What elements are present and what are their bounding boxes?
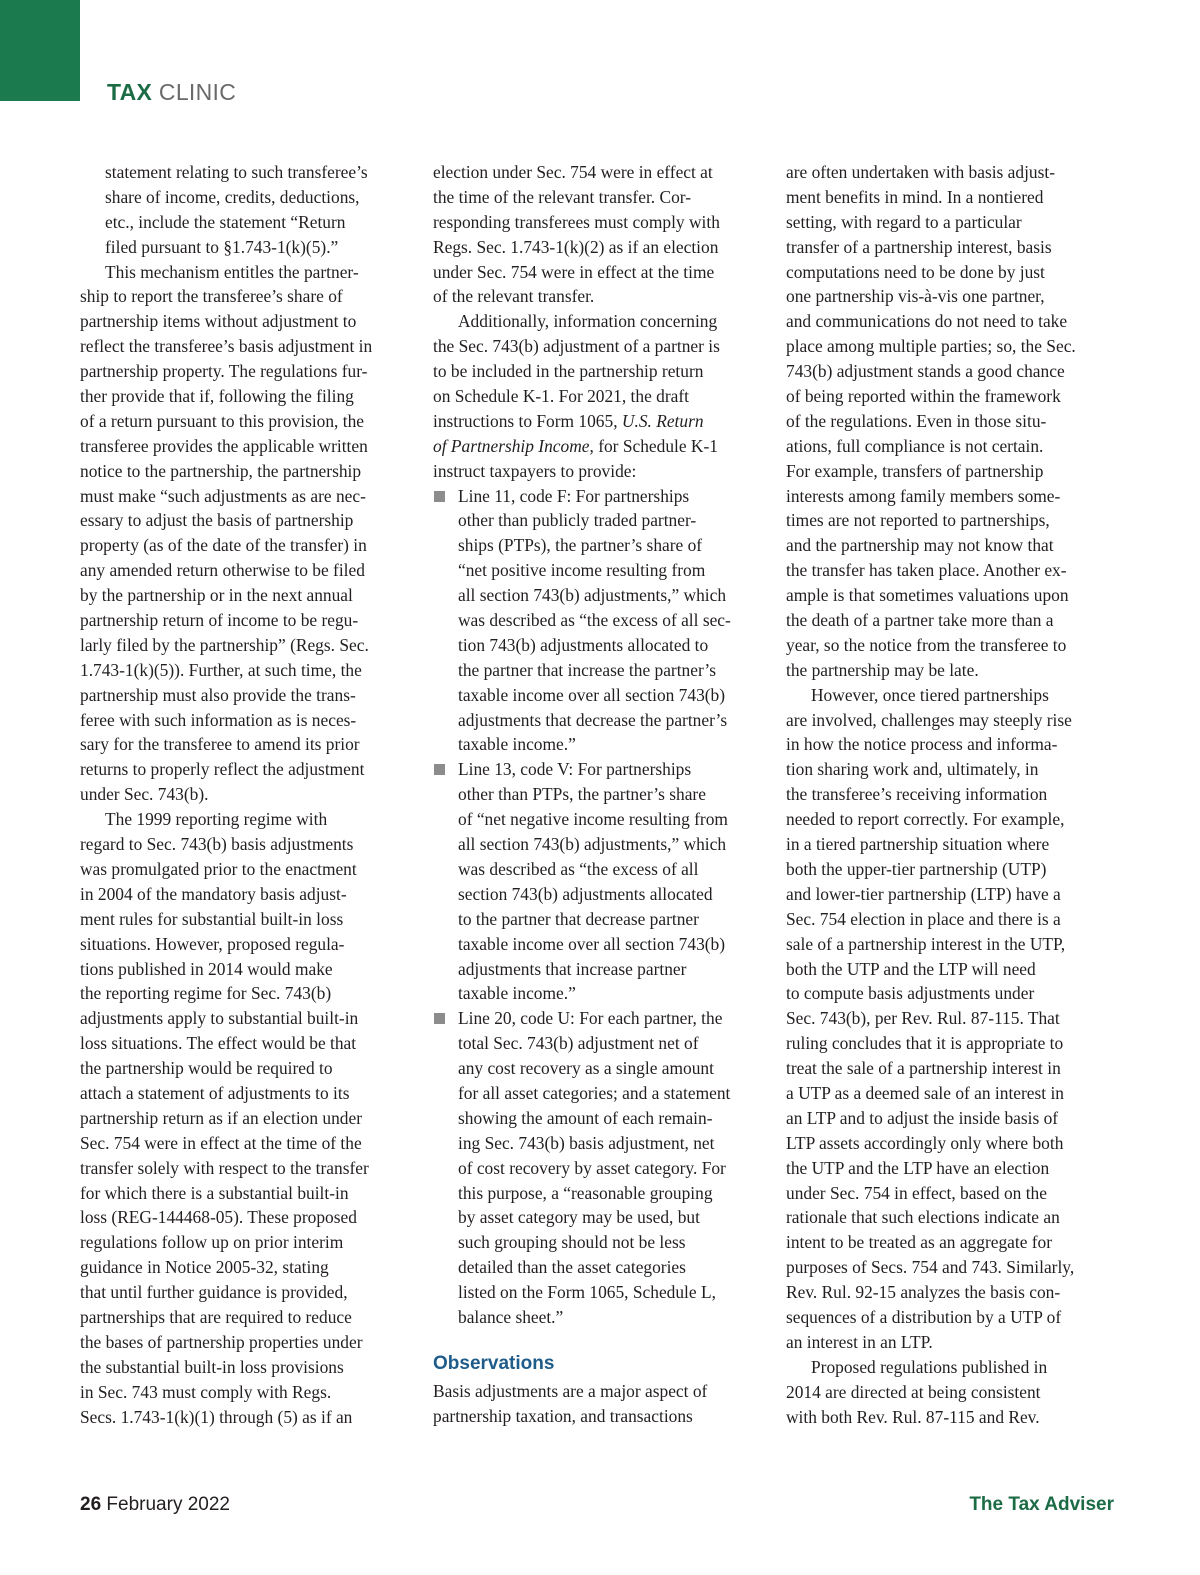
text-line: was described as “the excess of all sec- <box>458 610 731 631</box>
text-line: one partnership vis-à-vis one partner, <box>786 286 1045 307</box>
text-fragment: instructions to Form 1065, <box>433 410 618 431</box>
text-line: Regs. Sec. 1.743-1(k)(2) as if an election <box>433 236 719 257</box>
text-line: this purpose, a “reasonable grouping <box>458 1182 713 1203</box>
text-line: ment benefits in mind. In a nontiered <box>786 186 1044 207</box>
text-line: property (as of the date of the transfer) in <box>80 535 367 556</box>
text-line: For example, transfers of partnership <box>786 460 1044 481</box>
text-line: ruling concludes that it is appropriate to <box>786 1033 1064 1054</box>
text-line: in Sec. 743 must comply with Regs. <box>80 1381 332 1402</box>
text-line: Sec. 754 were in effect at the time of the <box>80 1132 362 1153</box>
text-line: the bases of partnership properties under <box>80 1331 363 1352</box>
text-line: other than publicly traded partner- <box>458 510 697 531</box>
text-line: any cost recovery as a single amount <box>458 1058 714 1079</box>
text-line: that until further guidance is provided, <box>80 1282 348 1303</box>
text-line: showing the amount of each remain- <box>458 1107 713 1128</box>
text-line: in a tiered partnership situation where <box>786 834 1050 855</box>
text-line: computations need to be done by just <box>786 261 1045 282</box>
text-line: by the partnership or in the next annual <box>80 585 353 606</box>
text-line: the partnership would be required to <box>80 1058 333 1079</box>
text-line: the partnership may be late. <box>786 659 979 680</box>
text-line: with both Rev. Rul. 87-115 and Rev. <box>786 1406 1040 1427</box>
text-line: and the partnership may not know that <box>786 535 1054 556</box>
text-line: such grouping should not be less <box>458 1232 686 1253</box>
text-line: reflect the transferee’s basis adjustment in <box>80 336 373 357</box>
text-line: essary to adjust the basis of partnership <box>80 510 354 531</box>
text-line: the time of the relevant transfer. Cor- <box>433 186 691 207</box>
text-line: the UTP and the LTP have an election <box>786 1157 1050 1178</box>
text-line: The 1999 reporting regime with <box>105 809 328 830</box>
text-line: partnership property. The regulations fur- <box>80 361 368 382</box>
text-line: tion sharing work and, ultimately, in <box>786 759 1039 780</box>
square-bullet-icon <box>434 1013 445 1024</box>
text-line: However, once tiered partnerships <box>811 684 1049 705</box>
text-line: of “net negative income resulting from <box>458 809 728 830</box>
text-line: other than PTPs, the partner’s share <box>458 784 706 805</box>
text-line: election under Sec. 754 were in effect at <box>433 162 713 182</box>
text-line: ships (PTPs), the partner’s share of <box>458 535 703 556</box>
text-line: and lower-tier partnership (LTP) have a <box>786 883 1061 904</box>
text-line: taxable income over all section 743(b) <box>458 684 726 705</box>
page-number: 26 <box>80 1494 102 1515</box>
footer-folio <box>80 1494 230 1516</box>
text-line: interests among family members some- <box>786 485 1061 506</box>
text-line: of the relevant transfer. <box>433 286 595 307</box>
text-line: under Sec. 754 were in effect at the time <box>433 261 715 282</box>
text-line: notice to the partnership, the partnership <box>80 460 362 481</box>
text-line: partnership items without adjustment to <box>80 311 357 332</box>
text-line: filed pursuant to §1.743-1(k)(5).” <box>105 236 339 257</box>
text-line: setting, with regard to a particular <box>786 211 1022 232</box>
text-line: partnership taxation, and transactions <box>433 1405 693 1426</box>
text-line: instruct taxpayers to provide: <box>433 460 637 481</box>
text-fragment: , for Schedule K-1 <box>589 435 718 456</box>
text-line: Rev. Rul. 92-15 analyzes the basis con- <box>786 1282 1061 1303</box>
text-column-3 <box>786 160 1118 1429</box>
text-line: the partner that increase the partner’s <box>458 659 716 680</box>
text-line: and communications do not need to take <box>786 311 1068 332</box>
observations-heading: Observations <box>433 1352 555 1374</box>
text-line: Proposed regulations published in <box>811 1356 1048 1377</box>
text-line: of a return pursuant to this provision, the <box>80 410 364 431</box>
text-line: partnership return as if an election under <box>80 1107 363 1128</box>
text-line: in how the notice process and informa- <box>786 734 1058 755</box>
text-line: tions published in 2014 would make <box>80 958 333 979</box>
text-line: by asset category may be used, but <box>458 1207 700 1228</box>
text-line: on Schedule K-1. For 2021, the draft <box>433 386 689 407</box>
text-line: feree with such information as is neces- <box>80 709 357 730</box>
text-line: the reporting regime for Sec. 743(b) <box>80 983 332 1004</box>
text-line: regulations follow up on prior interim <box>80 1232 344 1253</box>
text-line: partnership return of income to be regu- <box>80 610 359 631</box>
text-column-1 <box>80 160 408 1429</box>
section-label-bold: TAX <box>107 79 153 105</box>
text-line: was promulgated prior to the enactment <box>80 858 357 879</box>
text-line: taxable income.” <box>458 734 576 755</box>
section-color-tab <box>0 0 80 101</box>
publication-name: The Tax Adviser <box>969 1494 1114 1515</box>
text-line <box>433 409 763 434</box>
text-line: ing Sec. 743(b) basis adjustment, net <box>458 1132 715 1153</box>
text-line: for which there is a substantial built-in <box>80 1182 349 1203</box>
text-line: the transferee’s receiving information <box>786 784 1048 805</box>
text-line: purposes of Secs. 754 and 743. Similarly, <box>786 1257 1075 1278</box>
section-label-light: CLINIC <box>158 79 237 105</box>
bullet-item-line-20 <box>433 1006 763 1330</box>
text-line: ship to report the transferee’s share of <box>80 286 343 307</box>
text-line: to be included in the partnership return <box>433 361 704 382</box>
text-line: 1.743-1(k)(5)). Further, at such time, the <box>80 659 362 680</box>
text-line: transfer solely with respect to the transfer <box>80 1157 369 1178</box>
text-line: treat the sale of a partnership interest in <box>786 1058 1061 1079</box>
text-line: year, so the notice from the transferee to <box>786 634 1067 655</box>
text-line: This mechanism entitles the partner- <box>105 261 359 282</box>
text-line: Line 13, code V: For partnerships <box>458 759 692 780</box>
text-line: of cost recovery by asset category. For <box>458 1157 726 1178</box>
text-line: returns to properly reflect the adjustment <box>80 759 365 780</box>
text-line: guidance in Notice 2005-32, stating <box>80 1257 329 1278</box>
text-line: intent to be treated as an aggregate for <box>786 1232 1053 1253</box>
text-line: detailed than the asset categories <box>458 1257 686 1278</box>
text-line: place among multiple parties; so, the Sec. <box>786 336 1076 357</box>
text-line: the transfer has taken place. Another ex- <box>786 560 1067 581</box>
text-line: etc., include the statement “Return <box>105 211 346 232</box>
text-line: under Sec. 754 in effect, based on the <box>786 1182 1047 1203</box>
text-line: sary for the transferee to amend its prior <box>80 734 360 755</box>
text-line: 743(b) adjustment stands a good chance <box>786 361 1065 382</box>
square-bullet-icon <box>434 491 445 502</box>
text-line: Line 20, code U: For each partner, the <box>458 1008 723 1029</box>
text-line: to compute basis adjustments under <box>786 983 1035 1004</box>
text-line: the Sec. 743(b) adjustment of a partner is <box>433 336 720 357</box>
section-header <box>107 79 236 106</box>
text-line: adjustments that increase partner <box>458 958 687 979</box>
form-title-italic: U.S. Return <box>621 410 704 431</box>
text-line: responding transferees must comply with <box>433 211 720 232</box>
text-line: total Sec. 743(b) adjustment net of <box>458 1033 699 1054</box>
text-line: regard to Sec. 743(b) basis adjustments <box>80 834 354 855</box>
text-line: both the upper-tier partnership (UTP) <box>786 858 1047 879</box>
text-line: ment rules for substantial built-in loss <box>80 908 344 929</box>
text-line: both the UTP and the LTP will need <box>786 958 1036 979</box>
text-line: partnership must also provide the trans- <box>80 684 356 705</box>
text-line: for all asset categories; and a statement <box>458 1082 731 1103</box>
text-line: all section 743(b) adjustments,” which <box>458 834 727 855</box>
text-line: statement relating to such transferee’s <box>105 162 368 182</box>
text-line: loss situations. The effect would be that <box>80 1033 357 1054</box>
text-line: taxable income.” <box>458 983 576 1004</box>
text-line: share of income, credits, deductions, <box>105 186 360 207</box>
text-line: times are not reported to partnerships, <box>786 510 1050 531</box>
bullet-item-line-13 <box>433 757 763 1006</box>
text-line: sale of a partnership interest in the UTP, <box>786 933 1066 954</box>
text-line: must make “such adjustments as are nec- <box>80 485 366 506</box>
text-line: an LTP and to adjust the inside basis of <box>786 1107 1059 1128</box>
text-line: Additionally, information concerning <box>458 311 718 332</box>
text-line: all section 743(b) adjustments,” which <box>458 585 727 606</box>
text-line: Sec. 743(b), per Rev. Rul. 87-115. That <box>786 1008 1060 1029</box>
text-line: section 743(b) adjustments allocated <box>458 883 713 904</box>
text-line: any amended return otherwise to be filed <box>80 560 365 581</box>
square-bullet-icon <box>434 764 445 775</box>
text-line: ample is that sometimes valuations upon <box>786 585 1069 606</box>
text-line: listed on the Form 1065, Schedule L, <box>458 1282 716 1303</box>
text-line: was described as “the excess of all <box>458 858 699 879</box>
text-line: “net positive income resulting from <box>458 560 706 581</box>
text-line: to the partner that decrease partner <box>458 908 699 929</box>
text-line: larly filed by the partnership” (Regs. Sec. <box>80 634 369 655</box>
text-line: the substantial built-in loss provisions <box>80 1356 344 1377</box>
text-line: LTP assets accordingly only where both <box>786 1132 1064 1153</box>
text-line: a UTP as a deemed sale of an interest in <box>786 1082 1064 1103</box>
text-line: an interest in an LTP. <box>786 1331 933 1352</box>
form-title-italic: of Partnership Income <box>433 435 590 456</box>
text-line: under Sec. 743(b). <box>80 784 209 805</box>
text-line: needed to report correctly. For example, <box>786 809 1065 830</box>
text-line: situations. However, proposed regula- <box>80 933 345 954</box>
text-line: are often undertaken with basis adjust- <box>786 162 1055 182</box>
text-line: adjustments that decrease the partner’s <box>458 709 728 730</box>
text-line: attach a statement of adjustments to its <box>80 1082 350 1103</box>
text-line: sequences of a distribution by a UTP of <box>786 1306 1062 1327</box>
text-line: of being reported within the framework <box>786 386 1061 407</box>
text-line: of the regulations. Even in those situ- <box>786 410 1047 431</box>
text-line: ther provide that if, following the filing <box>80 386 354 407</box>
text-line: partnerships that are required to reduce <box>80 1306 352 1327</box>
text-column-2 <box>433 160 763 1429</box>
text-line: taxable income over all section 743(b) <box>458 933 726 954</box>
text-line: in 2004 of the mandatory basis adjust- <box>80 883 347 904</box>
text-line: loss (REG-144468-05). These proposed <box>80 1207 357 1228</box>
text-line: Sec. 754 election in place and there is a <box>786 908 1061 929</box>
text-line: 2014 are directed at being consistent <box>786 1381 1041 1402</box>
bullet-item-line-11 <box>433 484 763 758</box>
text-line: rationale that such elections indicate an <box>786 1207 1060 1228</box>
issue-date: February 2022 <box>106 1494 230 1515</box>
text-line <box>433 434 763 459</box>
text-line: the death of a partner take more than a <box>786 610 1054 631</box>
text-line: balance sheet.” <box>458 1306 564 1327</box>
text-line: Basis adjustments are a major aspect of <box>433 1380 708 1401</box>
text-line: ations, full compliance is not certain. <box>786 435 1044 456</box>
text-line: tion 743(b) adjustments allocated to <box>458 634 709 655</box>
text-line: Line 11, code F: For partnerships <box>458 485 690 506</box>
text-line: transfer of a partnership interest, basis <box>786 236 1052 257</box>
text-line: Secs. 1.743-1(k)(1) through (5) as if an <box>80 1406 353 1427</box>
text-line: are involved, challenges may steeply rise <box>786 709 1072 730</box>
text-line: adjustments apply to substantial built-in <box>80 1008 359 1029</box>
text-line: transferee provides the applicable written <box>80 435 368 456</box>
